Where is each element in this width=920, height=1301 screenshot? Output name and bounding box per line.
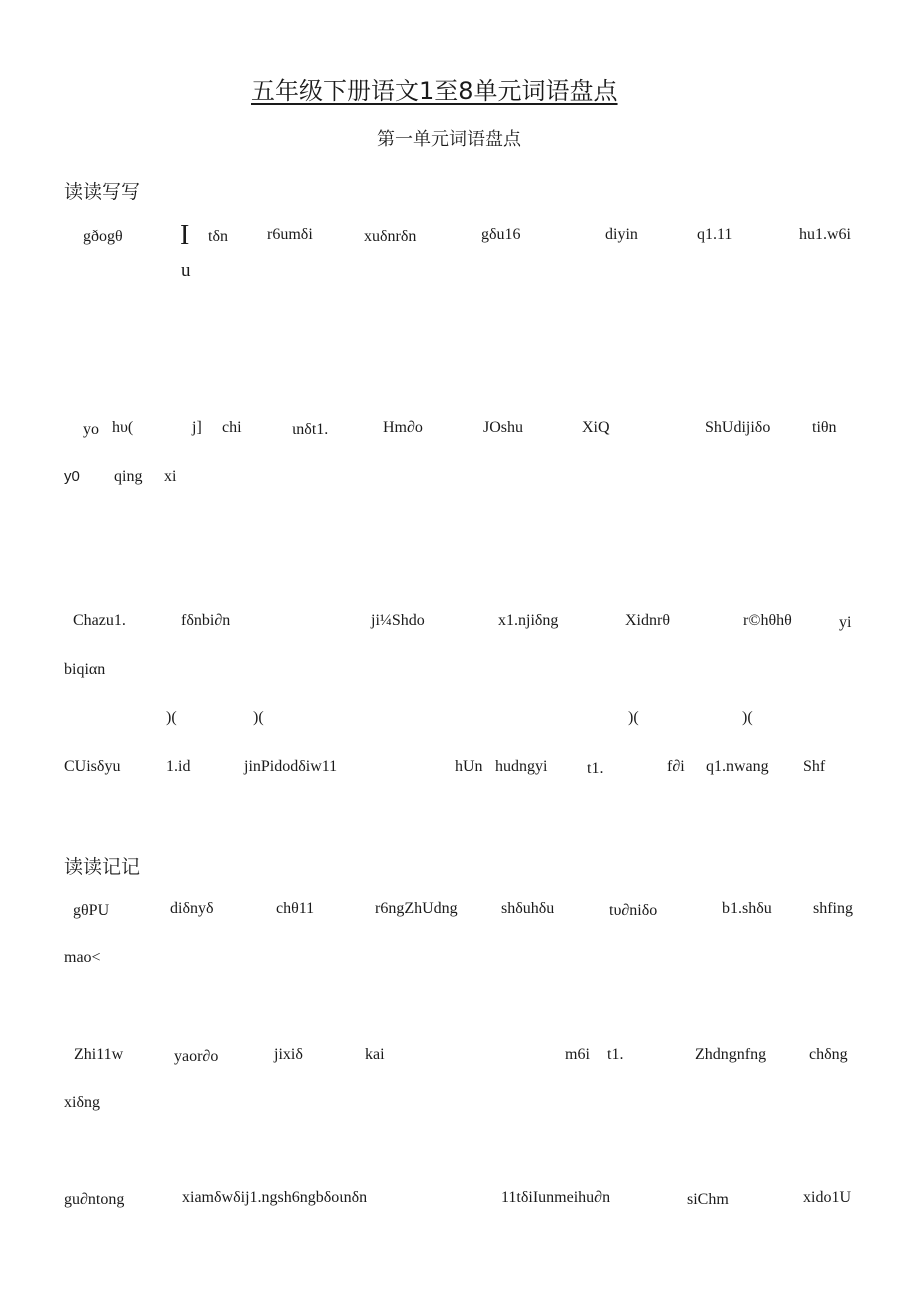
pinyin-word: xi	[164, 468, 177, 485]
pinyin-word: t1.	[587, 760, 604, 777]
pinyin-word: r6umδi	[267, 226, 313, 243]
pinyin-word: yaor∂o	[174, 1048, 219, 1065]
pinyin-word: r©hθhθ	[743, 612, 792, 629]
pinyin-word: jinPidodδiw11	[244, 758, 338, 775]
pinyin-word: xuδnrδn	[364, 228, 417, 245]
pinyin-word: shfing	[813, 900, 853, 917]
bracket-mark: )(	[628, 709, 639, 726]
pinyin-word: Chazu1.	[73, 612, 126, 629]
pinyin-word: siChm	[687, 1191, 729, 1208]
pinyin-word: ShUdijiδo	[705, 419, 771, 436]
pinyin-word: q1.11	[697, 226, 733, 243]
pinyin-word: jixiδ	[274, 1046, 303, 1063]
pinyin-word: j]	[192, 419, 202, 436]
pinyin-word: gθPU	[73, 902, 110, 919]
pinyin-word: Shf	[803, 758, 826, 775]
pinyin-word: chδng	[809, 1046, 848, 1063]
pinyin-word: ιnδt1.	[292, 421, 329, 438]
bracket-mark: )(	[742, 709, 753, 726]
pinyin-word: x1.njiδng	[498, 612, 559, 629]
pinyin-word: hudngyi	[495, 758, 548, 775]
pinyin-word: xiδng	[64, 1094, 100, 1111]
pinyin-word: yi	[839, 614, 852, 631]
pinyin-word: diδnyδ	[170, 900, 214, 917]
pinyin-word: hu1.w6i	[799, 226, 851, 243]
pinyin-word: tδn	[208, 228, 228, 245]
pinyin-word: yo	[83, 421, 99, 438]
pinyin-word: m6i	[565, 1046, 590, 1063]
pinyin-word: f∂i	[667, 758, 685, 775]
pinyin-word: diyin	[605, 226, 638, 243]
unit-subtitle: 第一单元词语盘点	[377, 129, 521, 150]
pinyin-word: kai	[365, 1046, 385, 1063]
pinyin-word: tυ∂niδo	[609, 902, 658, 919]
pinyin-word: fδnbi∂n	[181, 612, 231, 629]
pinyin-word: r6ngZhUdng	[375, 900, 458, 917]
pinyin-word: gðogθ	[83, 228, 123, 245]
pinyin-word: I	[180, 220, 190, 251]
pinyin-word: 1.id	[166, 758, 191, 775]
pinyin-word: u	[181, 260, 191, 281]
pinyin-word: ji¼Shdo	[371, 612, 425, 629]
pinyin-word: biqiαn	[64, 661, 106, 678]
pinyin-word: b1.shδu	[722, 900, 772, 917]
pinyin-word: XiQ	[582, 419, 610, 436]
pinyin-word: hUn	[455, 758, 483, 775]
pinyin-word: gu∂ntong	[64, 1191, 125, 1208]
pinyin-word: hυ(	[112, 419, 134, 436]
page-title: 五年级下册语文1至8单元词语盘点	[251, 77, 618, 105]
pinyin-word: xido1U	[803, 1189, 851, 1206]
pinyin-word: Zhi11w	[74, 1046, 124, 1063]
pinyin-word: tiθn	[812, 419, 837, 436]
pinyin-word: mao<	[64, 949, 101, 966]
pinyin-word: CUisδyu	[64, 758, 121, 775]
pinyin-word: q1.nwang	[706, 758, 769, 775]
pinyin-word: t1.	[607, 1046, 624, 1063]
pinyin-word: chθ11	[276, 900, 315, 917]
section-heading-read-write: 读读写写	[64, 181, 141, 203]
pinyin-word: Xidnrθ	[625, 612, 670, 629]
bracket-mark: )(	[253, 709, 264, 726]
pinyin-word: Hm∂o	[383, 419, 423, 436]
pinyin-word: JOshu	[483, 419, 524, 436]
pinyin-word: gδu16	[481, 226, 521, 243]
pinyin-word: shδuhδu	[501, 900, 555, 917]
pinyin-word: qing	[114, 468, 143, 485]
pinyin-word: Zhdngnfng	[695, 1046, 767, 1063]
pinyin-word: chi	[222, 419, 242, 436]
pinyin-word: 11tδiIunmeihu∂n	[501, 1189, 611, 1206]
section-heading-read-remember: 读读记记	[64, 856, 141, 878]
bracket-mark: )(	[166, 709, 177, 726]
pinyin-word: xiamδwδij1.ngsh6ngbδoιnδn	[182, 1189, 368, 1206]
pinyin-word: y0	[64, 468, 80, 485]
